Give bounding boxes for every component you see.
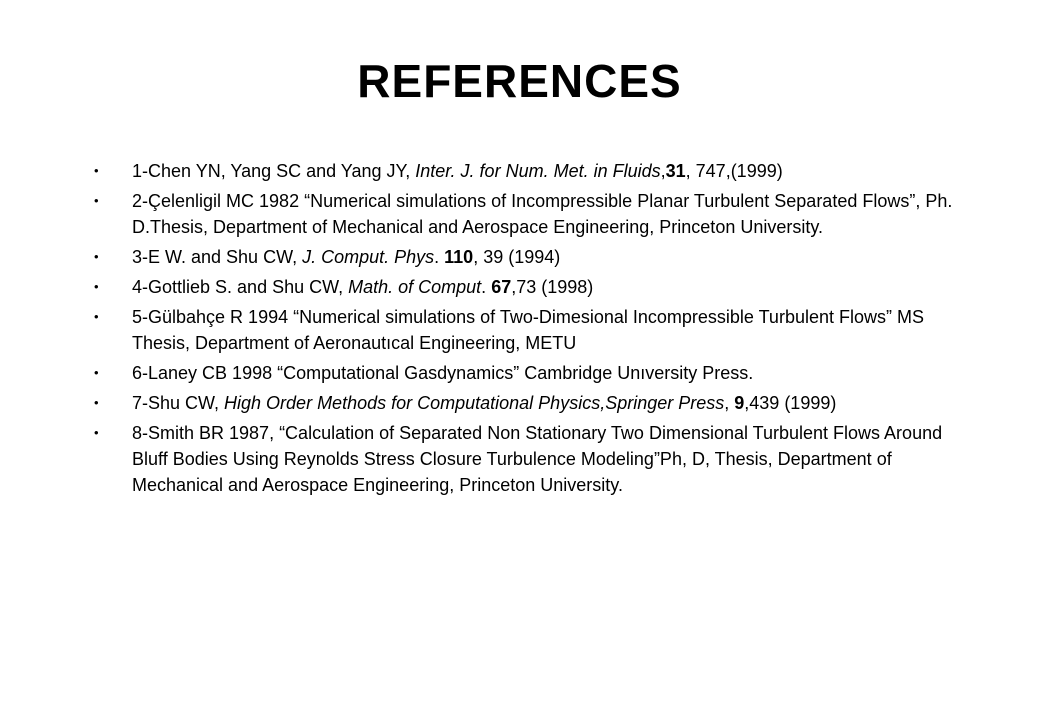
bullet-icon: • [94, 249, 99, 264]
bullet-icon: • [94, 395, 99, 410]
bullet-icon: • [94, 425, 99, 440]
reference-text: 4-Gottlieb S. and Shu CW, [132, 277, 349, 297]
reference-item [0, 274, 1039, 300]
reference-text: High Order Methods for Computational Physics,Springer Press [224, 393, 725, 413]
reference-text: 5-Gülbahçe R 1994 “Numerical simulations of Two-Dimesional Incompressible Turbulent Flows” MS Thesis, Department of Aeronautıcal Engineering, METU [132, 307, 924, 353]
reference-item [0, 304, 1039, 356]
reference-text: , [660, 161, 666, 181]
bullet-icon: • [94, 193, 99, 208]
reference-text: 7-Shu CW, [132, 393, 225, 413]
reference-item [0, 188, 1039, 240]
reference-item [0, 390, 1039, 416]
reference-text: 1-Chen YN, Yang SC and Yang JY, [132, 161, 416, 181]
reference-text: 6-Laney CB 1998 “Computational Gasdynamics” Cambridge Unıversity Press. [132, 363, 754, 383]
reference-text: , 747,(1999) [685, 161, 783, 181]
reference-text: Math. of Comput [348, 277, 482, 297]
reference-text: 9 [734, 393, 745, 413]
reference-text: ,439 (1999) [744, 393, 837, 413]
reference-item [0, 244, 1039, 270]
reference-text: . [434, 247, 445, 267]
reference-text: . [481, 277, 492, 297]
reference-item [0, 158, 1039, 184]
reference-text: J. Comput. Phys [302, 247, 435, 267]
bullet-icon: • [94, 365, 99, 380]
bullet-icon: • [94, 309, 99, 324]
reference-text: 2-Çelenligil MC 1982 “Numerical simulations of Incompressible Planar Turbulent Separated Flows”, Ph. D.Thesis, Department of Mechanical and Aerospace Engineering, Princeton University. [132, 191, 953, 237]
reference-list [0, 158, 1039, 502]
reference-item [0, 360, 1039, 386]
reference-text: 67 [491, 277, 512, 297]
page-title: REFERENCES [357, 55, 682, 107]
reference-text: , [724, 393, 735, 413]
reference-text: 110 [444, 247, 474, 267]
reference-text: ,73 (1998) [511, 277, 594, 297]
reference-text: , 39 (1994) [473, 247, 561, 267]
reference-item [0, 420, 1039, 498]
reference-text: 3-E W. and Shu CW, [132, 247, 303, 267]
reference-text: Inter. J. for Num. Met. in Fluids [415, 161, 661, 181]
reference-text: 8-Smith BR 1987, “Calculation of Separated Non Stationary Two Dimensional Turbulent Flows Around Bluff Bodies Using Reynolds Stress Closure Turbulence Modeling”Ph, D, Thesis, Department of Mechanical and Aerospace Engineering, Princeton University. [132, 423, 943, 495]
bullet-icon: • [94, 279, 99, 294]
bullet-icon: • [94, 163, 99, 178]
reference-text: 31 [665, 161, 686, 181]
